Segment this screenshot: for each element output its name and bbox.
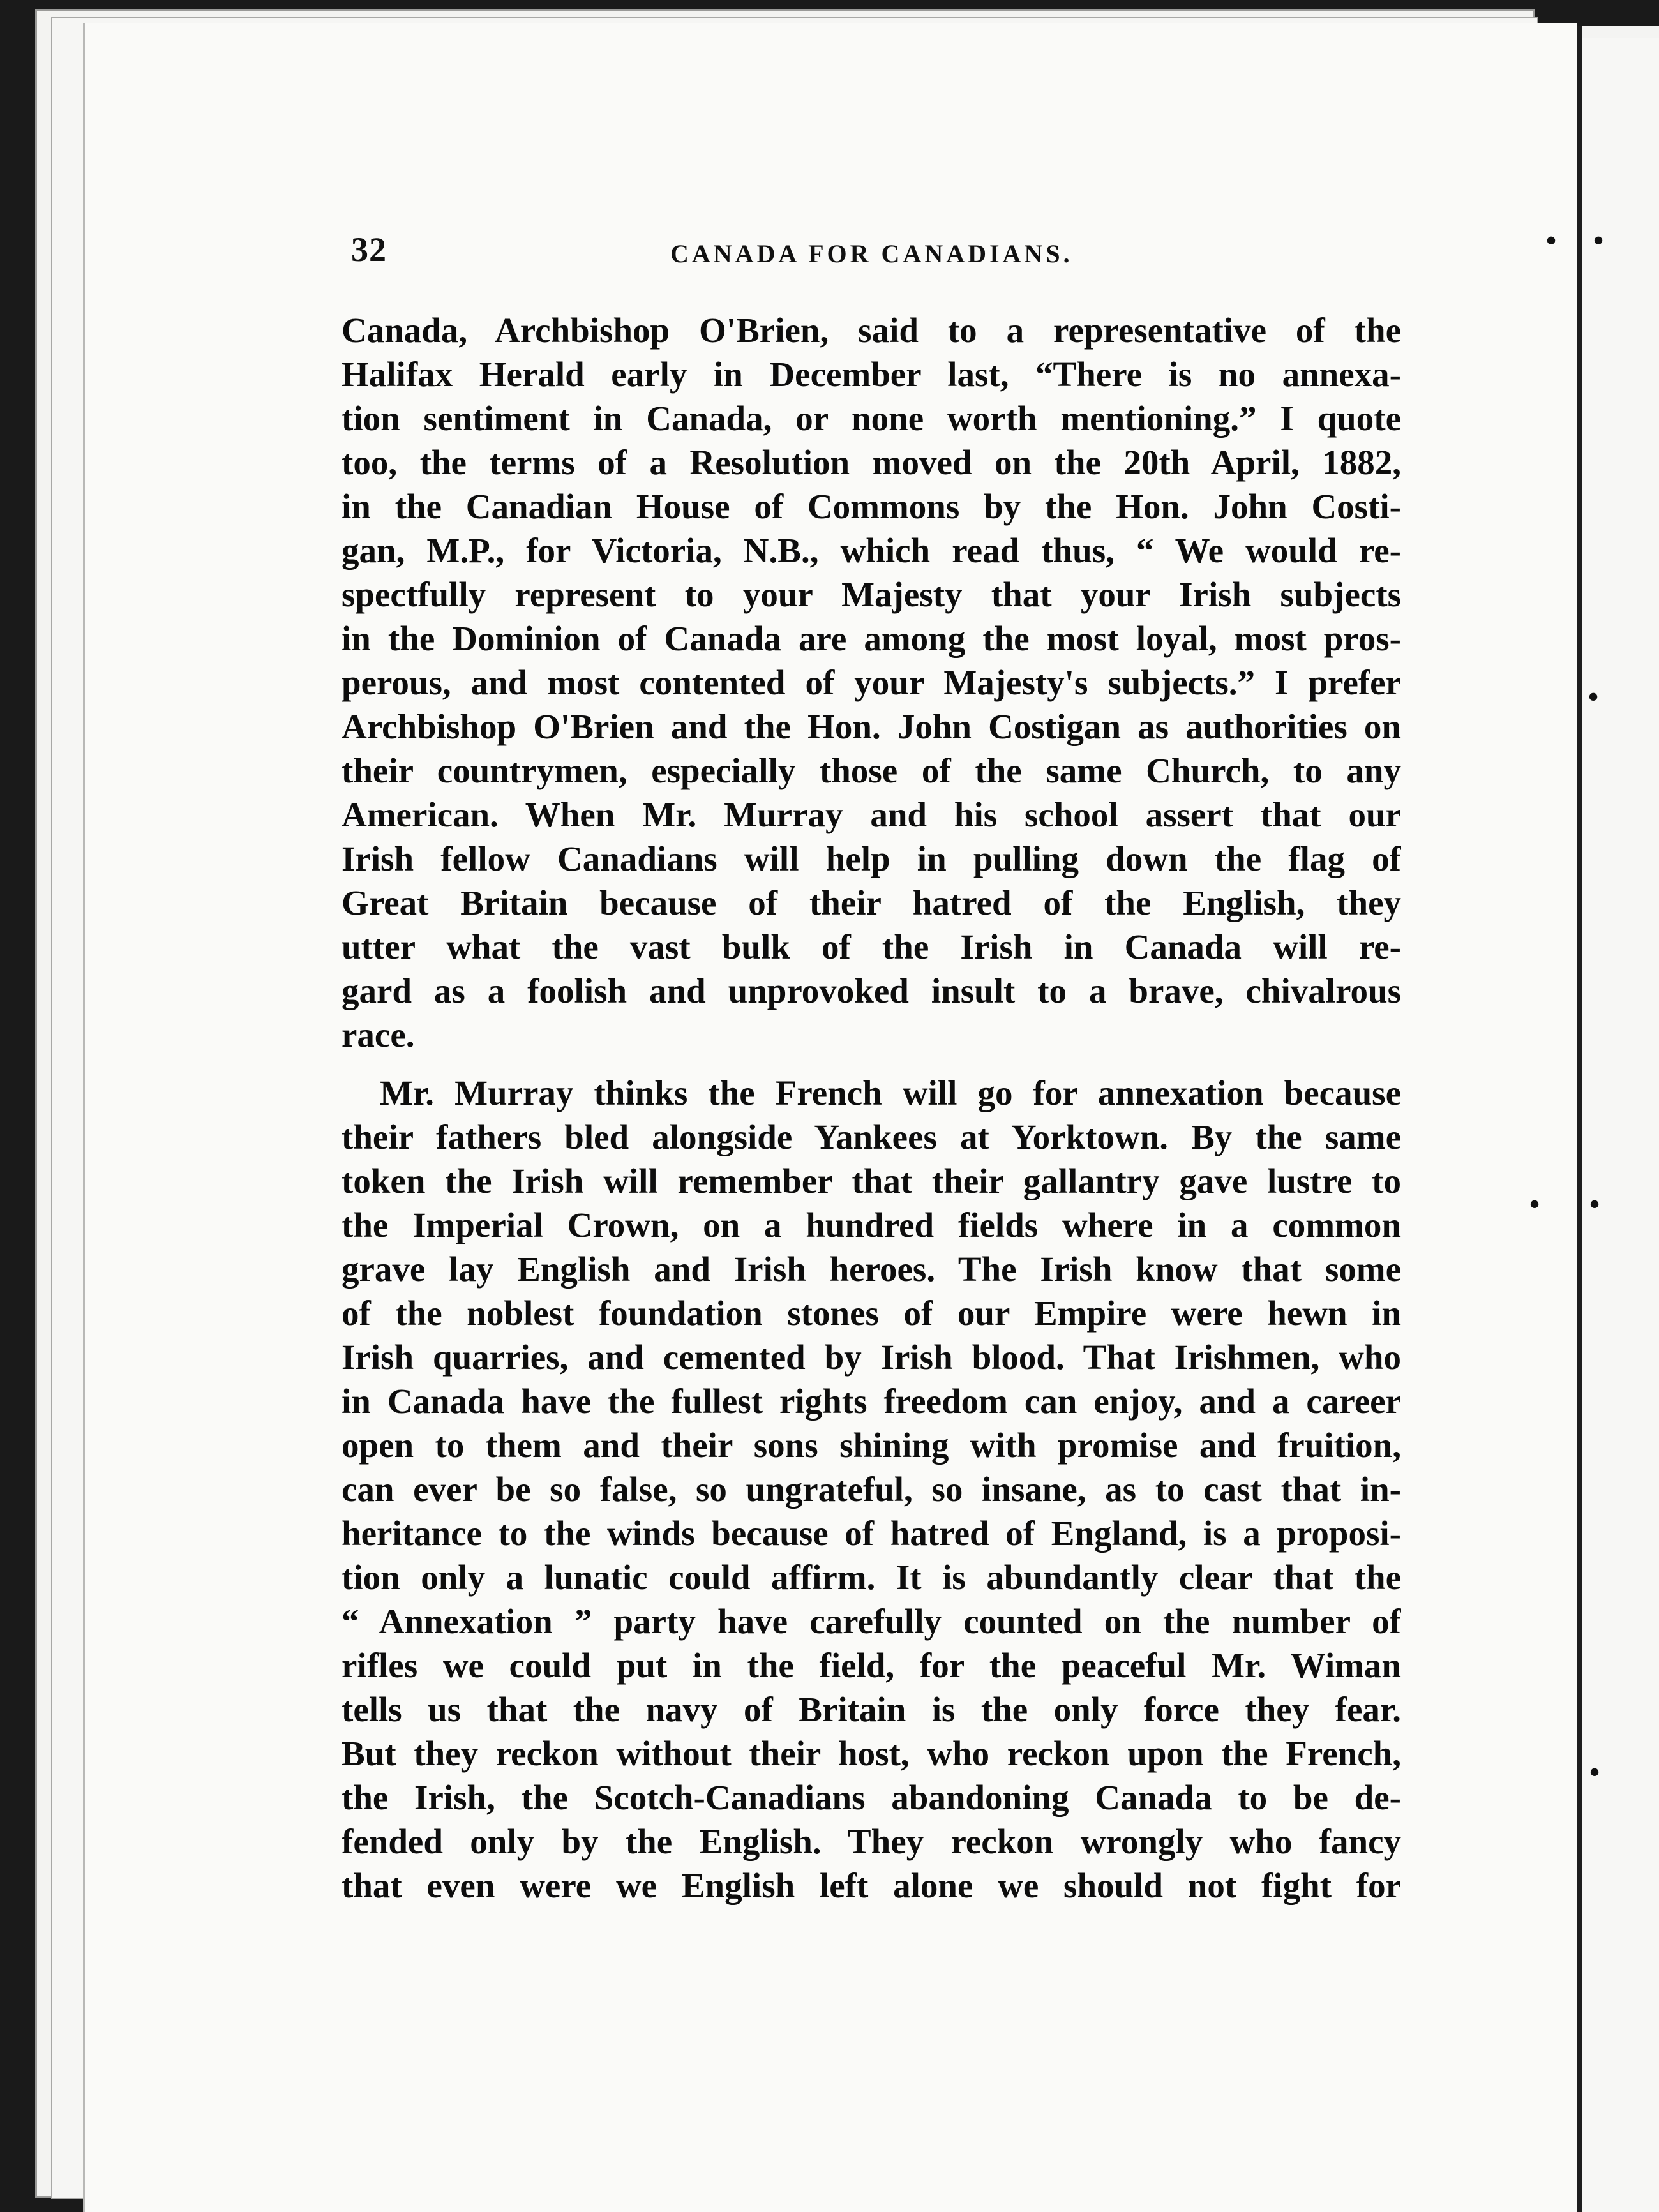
text-line: Irish quarries, and cemented by Irish blood. That Irishmen, who <box>342 1338 1401 1377</box>
text-line: token the Irish will remember that their gallantry gave lustre to <box>342 1162 1401 1200</box>
text-line: in the Canadian House of Commons by the Hon. John Costi- <box>342 487 1401 526</box>
margin-mark: • <box>1589 1756 1600 1788</box>
text-line: that even were we English left alone we should not fight for <box>342 1866 1401 1905</box>
text-line: can ever be so false, so ungrateful, so insane, as to cast that in- <box>342 1470 1401 1509</box>
text-line: utter what the vast bulk of the Irish in Canada will re- <box>342 927 1401 966</box>
margin-mark: • <box>1588 680 1599 713</box>
text-line: Mr. Murray thinks the French will go for annexation because <box>380 1073 1401 1112</box>
paragraph <box>342 308 1401 1057</box>
text-line: their countrymen, especially those of the same Church, to any <box>342 751 1401 790</box>
page-gutter <box>1577 26 1582 2212</box>
body-text <box>342 308 1401 1908</box>
text-line: perous, and most contented of your Majesty's subjects.” I prefer <box>342 663 1401 702</box>
text-line: the Irish, the Scotch-Canadians abandoning Canada to be de- <box>342 1778 1401 1817</box>
text-line: race. <box>342 1015 415 1054</box>
margin-mark: • <box>1589 1188 1600 1220</box>
text-line: tion sentiment in Canada, or none worth mentioning.” I quote <box>342 399 1401 438</box>
running-title: CANADA FOR CANADIANS. <box>670 239 1073 268</box>
text-line: tion only a lunatic could affirm. It is abundantly clear that the <box>342 1558 1401 1597</box>
text-line: gan, M.P., for Victoria, N.B., which read thus, “ We would re- <box>342 531 1401 570</box>
text-line: “ Annexation ” party have carefully counted on the number of <box>342 1602 1401 1641</box>
page-number: 32 <box>351 230 387 269</box>
text-line: Great Britain because of their hatred of the English, they <box>342 883 1401 922</box>
text-line: tells us that the navy of Britain is the only force they fear. <box>342 1690 1401 1729</box>
text-line: Irish fellow Canadians will help in pulling down the flag of <box>342 839 1401 878</box>
paragraph-gap <box>342 1057 1401 1071</box>
text-line: the Imperial Crown, on a hundred fields where in a common <box>342 1206 1401 1244</box>
text-line: open to them and their sons shining with promise and fruition, <box>342 1426 1401 1465</box>
paragraph <box>342 1071 1401 1908</box>
text-line: Halifax Herald early in December last, “There is no annexa- <box>342 355 1401 394</box>
text-line: gard as a foolish and unprovoked insult to a brave, chivalrous <box>342 971 1401 1010</box>
text-line: American. When Mr. Murray and his school assert that our <box>342 795 1401 834</box>
margin-mark: • <box>1529 1188 1540 1220</box>
running-head <box>351 230 1436 287</box>
adjacent-page <box>1582 38 1659 2212</box>
text-line: of the noblest foundation stones of our Empire were hewn in <box>342 1294 1401 1333</box>
text-line: rifles we could put in the field, for the peaceful Mr. Wiman <box>342 1646 1401 1685</box>
text-line: But they reckon without their host, who reckon upon the French, <box>342 1734 1401 1773</box>
text-line: fended only by the English. They reckon wrongly who fancy <box>342 1822 1401 1861</box>
text-line: Canada, Archbishop O'Brien, said to a representative of the <box>342 311 1401 350</box>
text-line: in Canada have the fullest rights freedom can enjoy, and a career <box>342 1382 1401 1421</box>
text-line: their fathers bled alongside Yankees at Yorktown. By the same <box>342 1117 1401 1156</box>
text-line: Archbishop O'Brien and the Hon. John Costigan as authorities on <box>342 707 1401 746</box>
text-line: in the Dominion of Canada are among the most loyal, most pros- <box>342 619 1401 658</box>
text-line: spectfully represent to your Majesty that your Irish subjects <box>342 575 1401 614</box>
text-line: grave lay English and Irish heroes. The Irish know that some <box>342 1250 1401 1289</box>
text-line: heritance to the winds because of hatred of England, is a proposi- <box>342 1514 1401 1553</box>
margin-mark: • <box>1593 224 1604 257</box>
margin-mark: • <box>1546 224 1557 257</box>
text-line: too, the terms of a Resolution moved on the 20th April, 1882, <box>342 443 1401 482</box>
